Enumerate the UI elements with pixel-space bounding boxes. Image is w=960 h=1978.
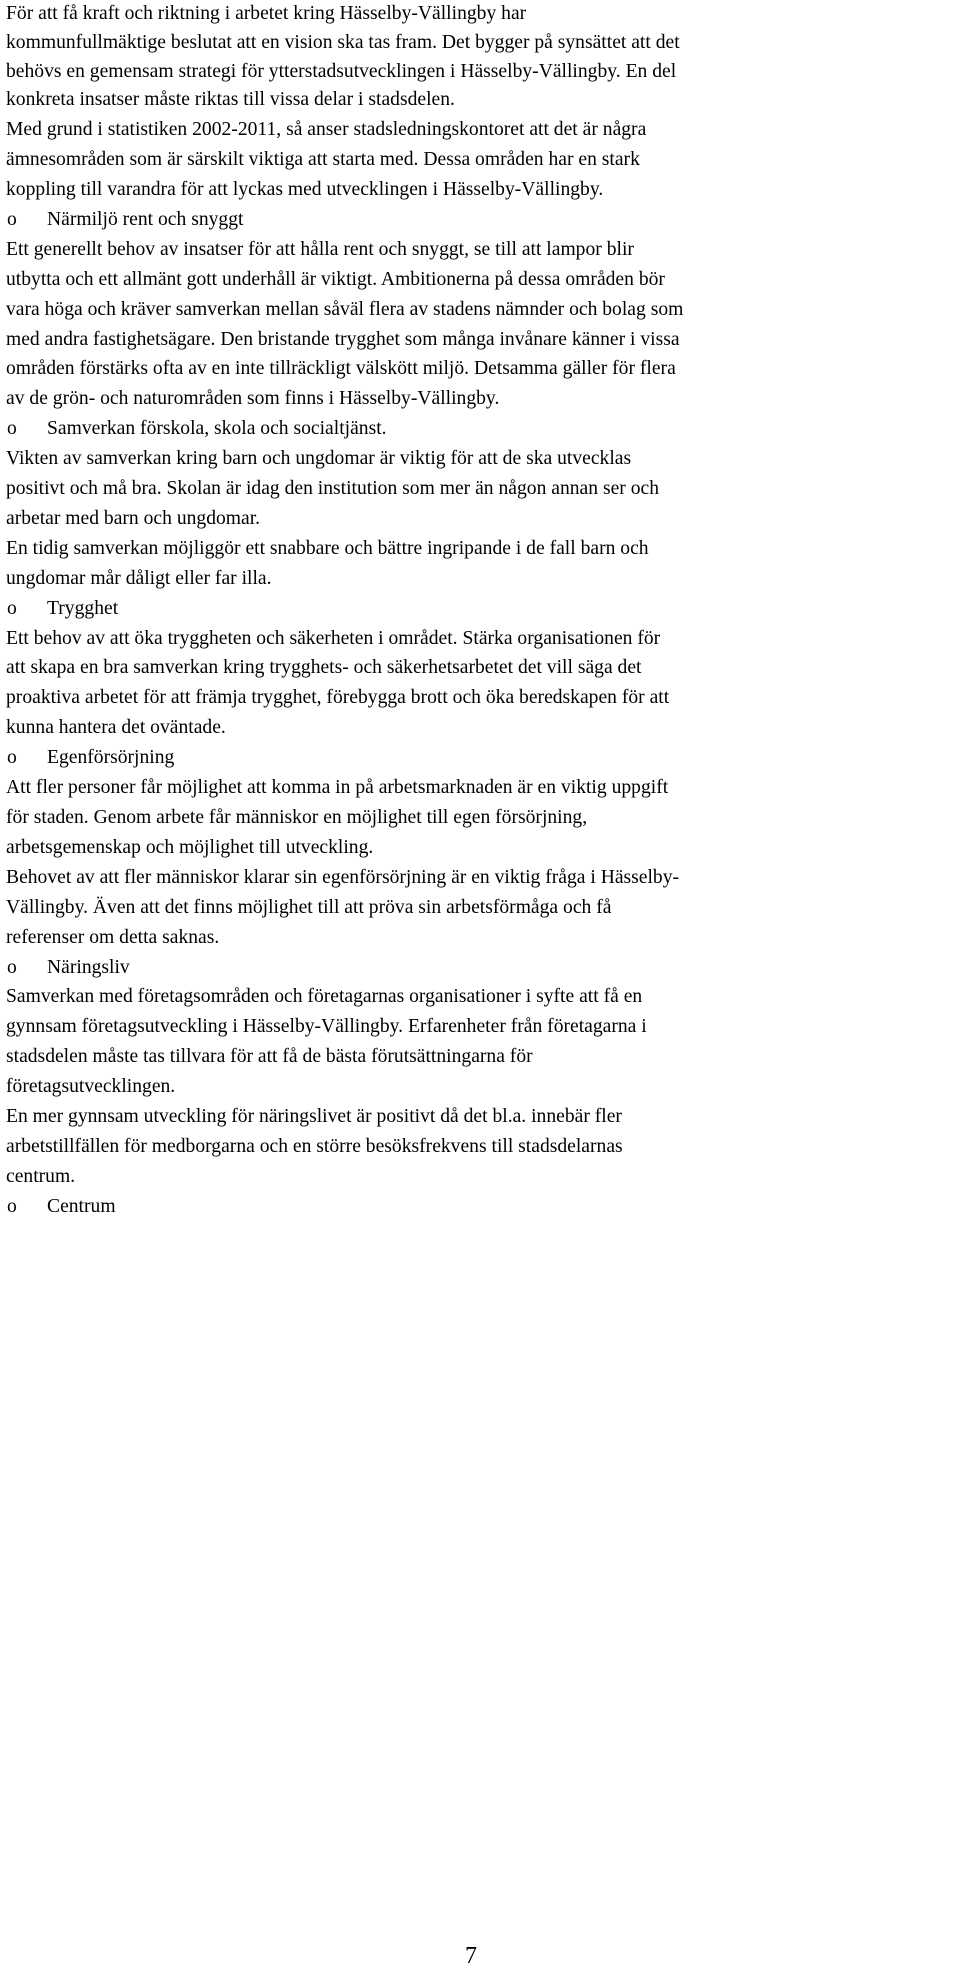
section-heading-text: Samverkan förskola, skola och socialtjänst.: [47, 418, 387, 440]
section-heading: [6, 743, 950, 773]
section-heading: [6, 205, 950, 235]
section-heading-text: Näringsliv: [47, 956, 130, 978]
intro-paragraph: För att få kraft och riktning i arbetet kring Hässelby-Vällingby har kommunfullmäktige beslutat att en vision ska tas fram. Det bygger på synsättet att det behövs en gemensam strategi för ytterstadsutvecklingen i Hässelby-Vällingby. En del konkreta insatser måste riktas till vissa delar i stadsdelen.: [6, 3, 680, 111]
section-heading-text: Trygghet: [47, 597, 119, 619]
section-paragraph: Att fler personer får möjlighet att komma in på arbetsmarknaden är en viktig uppgift för staden. Genom arbete får människor en möjlighet till egen försörjning, arbetsgemenskap och möjlighet till utveckling.: [6, 777, 669, 858]
bullet-marker: o: [7, 208, 17, 230]
bullet-marker: o: [7, 597, 17, 619]
bullet-marker: o: [7, 418, 17, 440]
section-heading: [6, 953, 950, 983]
intro-paragraph: Med grund i statistiken 2002-2011, så anser stadsledningskontoret att det är några ämnesområden som är särskilt viktiga att starta med. Dessa områden har en stark koppling till varandra för att lyckas med utvecklingen i Hässelby-Vällingby.: [6, 119, 647, 200]
section-heading: [6, 414, 950, 444]
section-heading-text: Centrum: [47, 1195, 116, 1217]
bullet-marker: o: [7, 747, 17, 769]
section-paragraph: Samverkan med företagsområden och företagarnas organisationer i syfte att få en gynnsam företagsutveckling i Hässelby-Vällingby. Erfarenheter från företagarna i stadsdelen måste tas tillvara för att få de bästa förutsättningarna för företagsutvecklingen.: [6, 986, 647, 1098]
section-paragraph: Ett generellt behov av insatser för att hålla rent och snyggt, se till att lampor blir utbytta och ett allmänt gott underhåll är viktigt. Ambitionerna på dessa områden bör vara höga och kräver samverkan mellan såväl flera av stadens nämnder och bolag som med andra fastighetsägare. Den bristande trygghet som många invånare känner i vissa områden förstärks ofta av en inte tillräckligt välskött miljö. Detsamma gäller för flera av de grön- och naturområden som finns i Hässelby-Vällingby.: [6, 238, 684, 410]
section-paragraph: En tidig samverkan möjliggör ett snabbare och bättre ingripande i de fall barn och ungdomar mår dåligt eller far illa.: [6, 537, 649, 589]
section-paragraph: En mer gynnsam utveckling för näringslivet är positivt då det bl.a. innebär fler arbetstillfällen för medborgarna och en större besöksfrekvens till stadsdelarnas centrum.: [6, 1106, 623, 1187]
section-paragraph: Ett behov av att öka tryggheten och säkerheten i området. Stärka organisationen för att skapa en bra samverkan kring trygghets- och säkerhetsarbetet det vill säga det proaktiva arbetet för att främja trygghet, förebygga brott och öka beredskapen för att kunna hantera det oväntade.: [6, 627, 670, 739]
document-body: [6, 0, 950, 1222]
section-heading: [6, 1192, 950, 1222]
bullet-marker: o: [7, 1195, 17, 1217]
page-number: 7: [465, 1943, 477, 1969]
section-heading-text: Egenförsörjning: [47, 747, 175, 769]
section-paragraph: Behovet av att fler människor klarar sin egenförsörjning är en viktig fråga i Hässelby- Vällingby. Även att det finns möjlighet till att pröva sin arbetsförmåga och få referenser om detta saknas.: [6, 866, 680, 948]
section-paragraph: Vikten av samverkan kring barn och ungdomar är viktig för att de ska utvecklas positivt och må bra. Skolan är idag den institution som mer än någon annan ser och arbetar med barn och ungdomar.: [6, 448, 659, 529]
section-heading: [6, 594, 950, 624]
section-heading-text: Närmiljö rent och snyggt: [47, 208, 244, 230]
bullet-marker: o: [7, 956, 17, 978]
